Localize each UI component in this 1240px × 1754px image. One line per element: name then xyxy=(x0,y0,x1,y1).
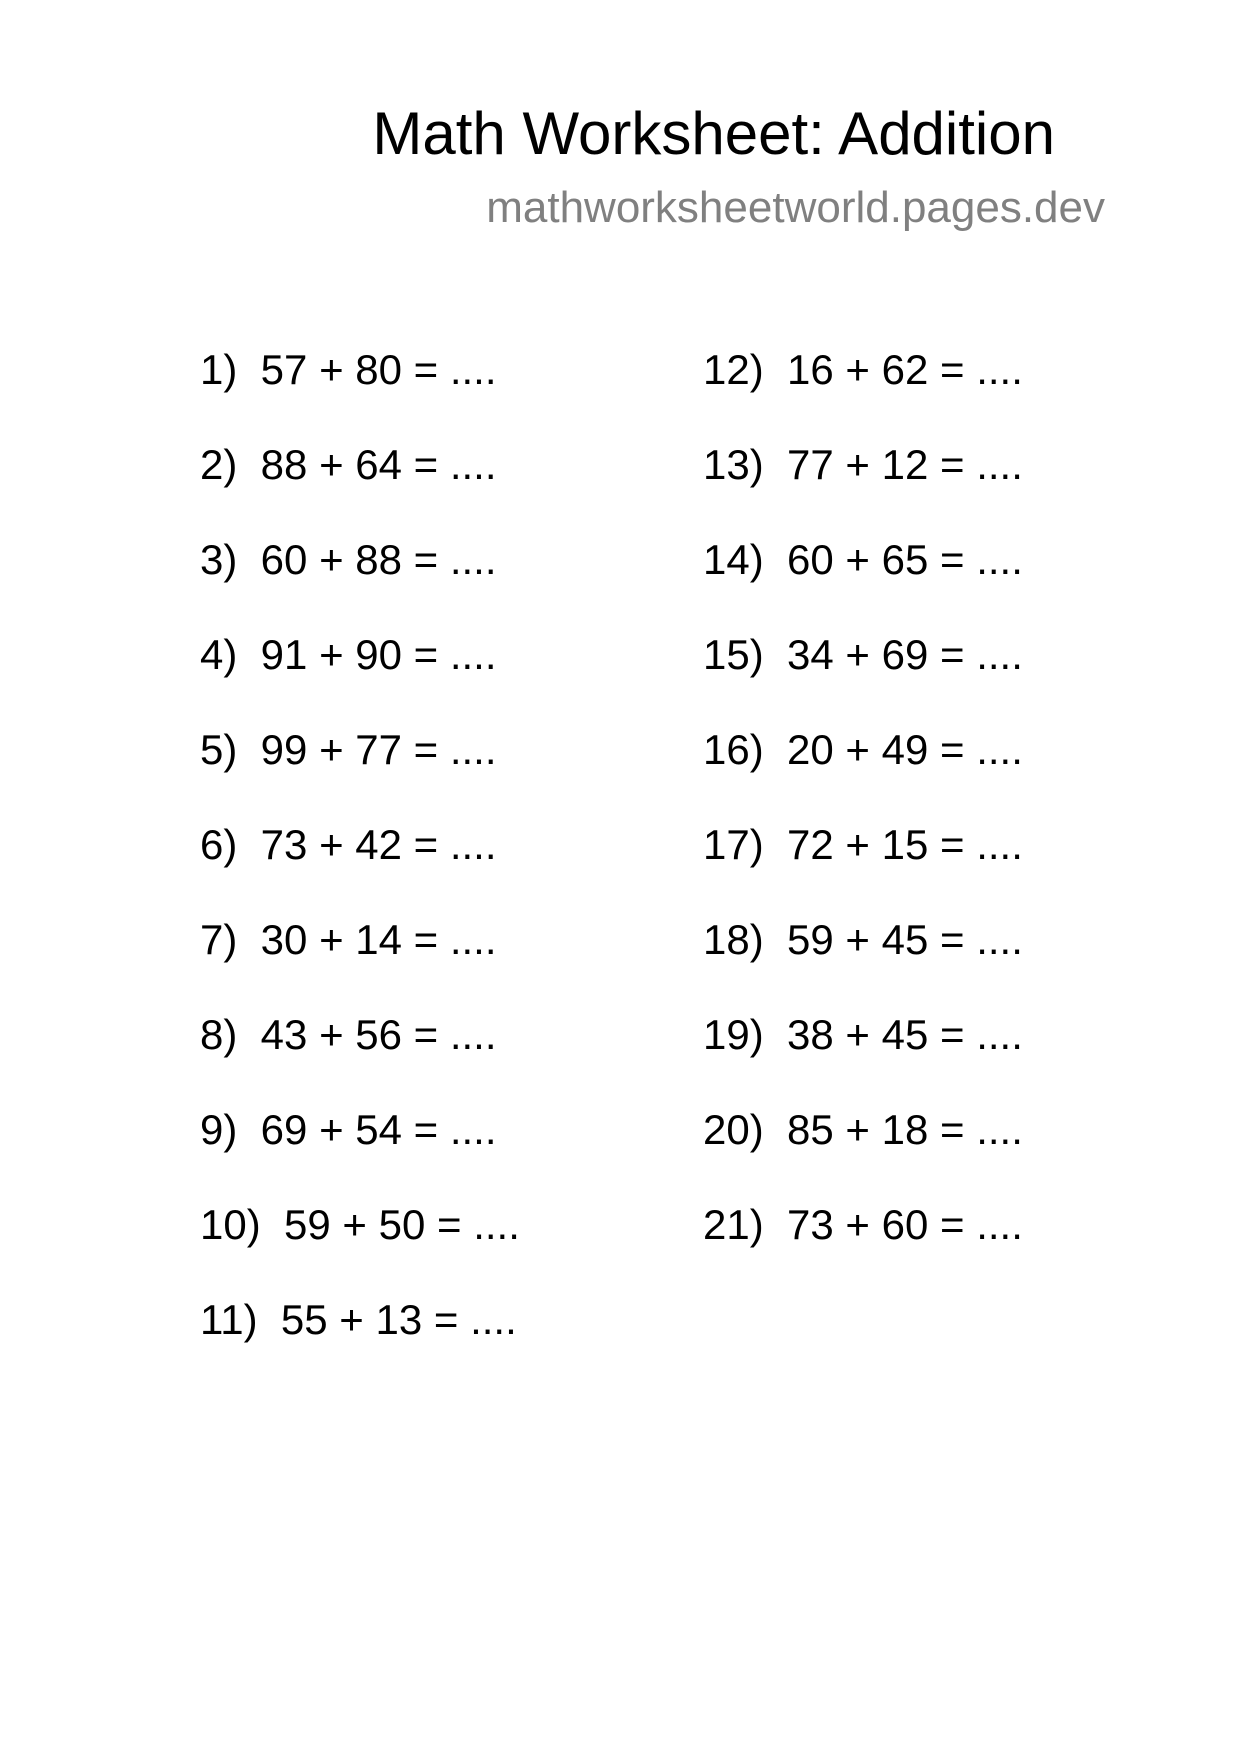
page-title: Math Worksheet: Addition xyxy=(372,100,1055,167)
problem-7: 7) 30 + 14 = .... xyxy=(200,916,497,963)
problem-6: 6) 73 + 42 = .... xyxy=(200,821,497,868)
problems-column-right xyxy=(703,345,1023,1295)
problem-11: 11) 55 + 13 = .... xyxy=(200,1296,517,1343)
problem-5: 5) 99 + 77 = .... xyxy=(200,726,497,773)
problem-15: 15) 34 + 69 = .... xyxy=(703,631,1023,678)
problem-9: 9) 69 + 54 = .... xyxy=(200,1106,497,1153)
problem-19: 19) 38 + 45 = .... xyxy=(703,1011,1023,1058)
problems-column-left xyxy=(200,345,520,1390)
site-url: mathworksheetworld.pages.dev xyxy=(486,183,1105,232)
problem-2: 2) 88 + 64 = .... xyxy=(200,441,497,488)
problem-3: 3) 60 + 88 = .... xyxy=(200,536,497,583)
problem-1: 1) 57 + 80 = .... xyxy=(200,346,497,393)
problem-8: 8) 43 + 56 = .... xyxy=(200,1011,497,1058)
problem-21: 21) 73 + 60 = .... xyxy=(703,1201,1023,1248)
problem-12: 12) 16 + 62 = .... xyxy=(703,346,1023,393)
problem-4: 4) 91 + 90 = .... xyxy=(200,631,497,678)
problem-10: 10) 59 + 50 = .... xyxy=(200,1201,520,1248)
problem-14: 14) 60 + 65 = .... xyxy=(703,536,1023,583)
problem-18: 18) 59 + 45 = .... xyxy=(703,916,1023,963)
problem-16: 16) 20 + 49 = .... xyxy=(703,726,1023,773)
problem-20: 20) 85 + 18 = .... xyxy=(703,1106,1023,1153)
problem-13: 13) 77 + 12 = .... xyxy=(703,441,1023,488)
problem-17: 17) 72 + 15 = .... xyxy=(703,821,1023,868)
